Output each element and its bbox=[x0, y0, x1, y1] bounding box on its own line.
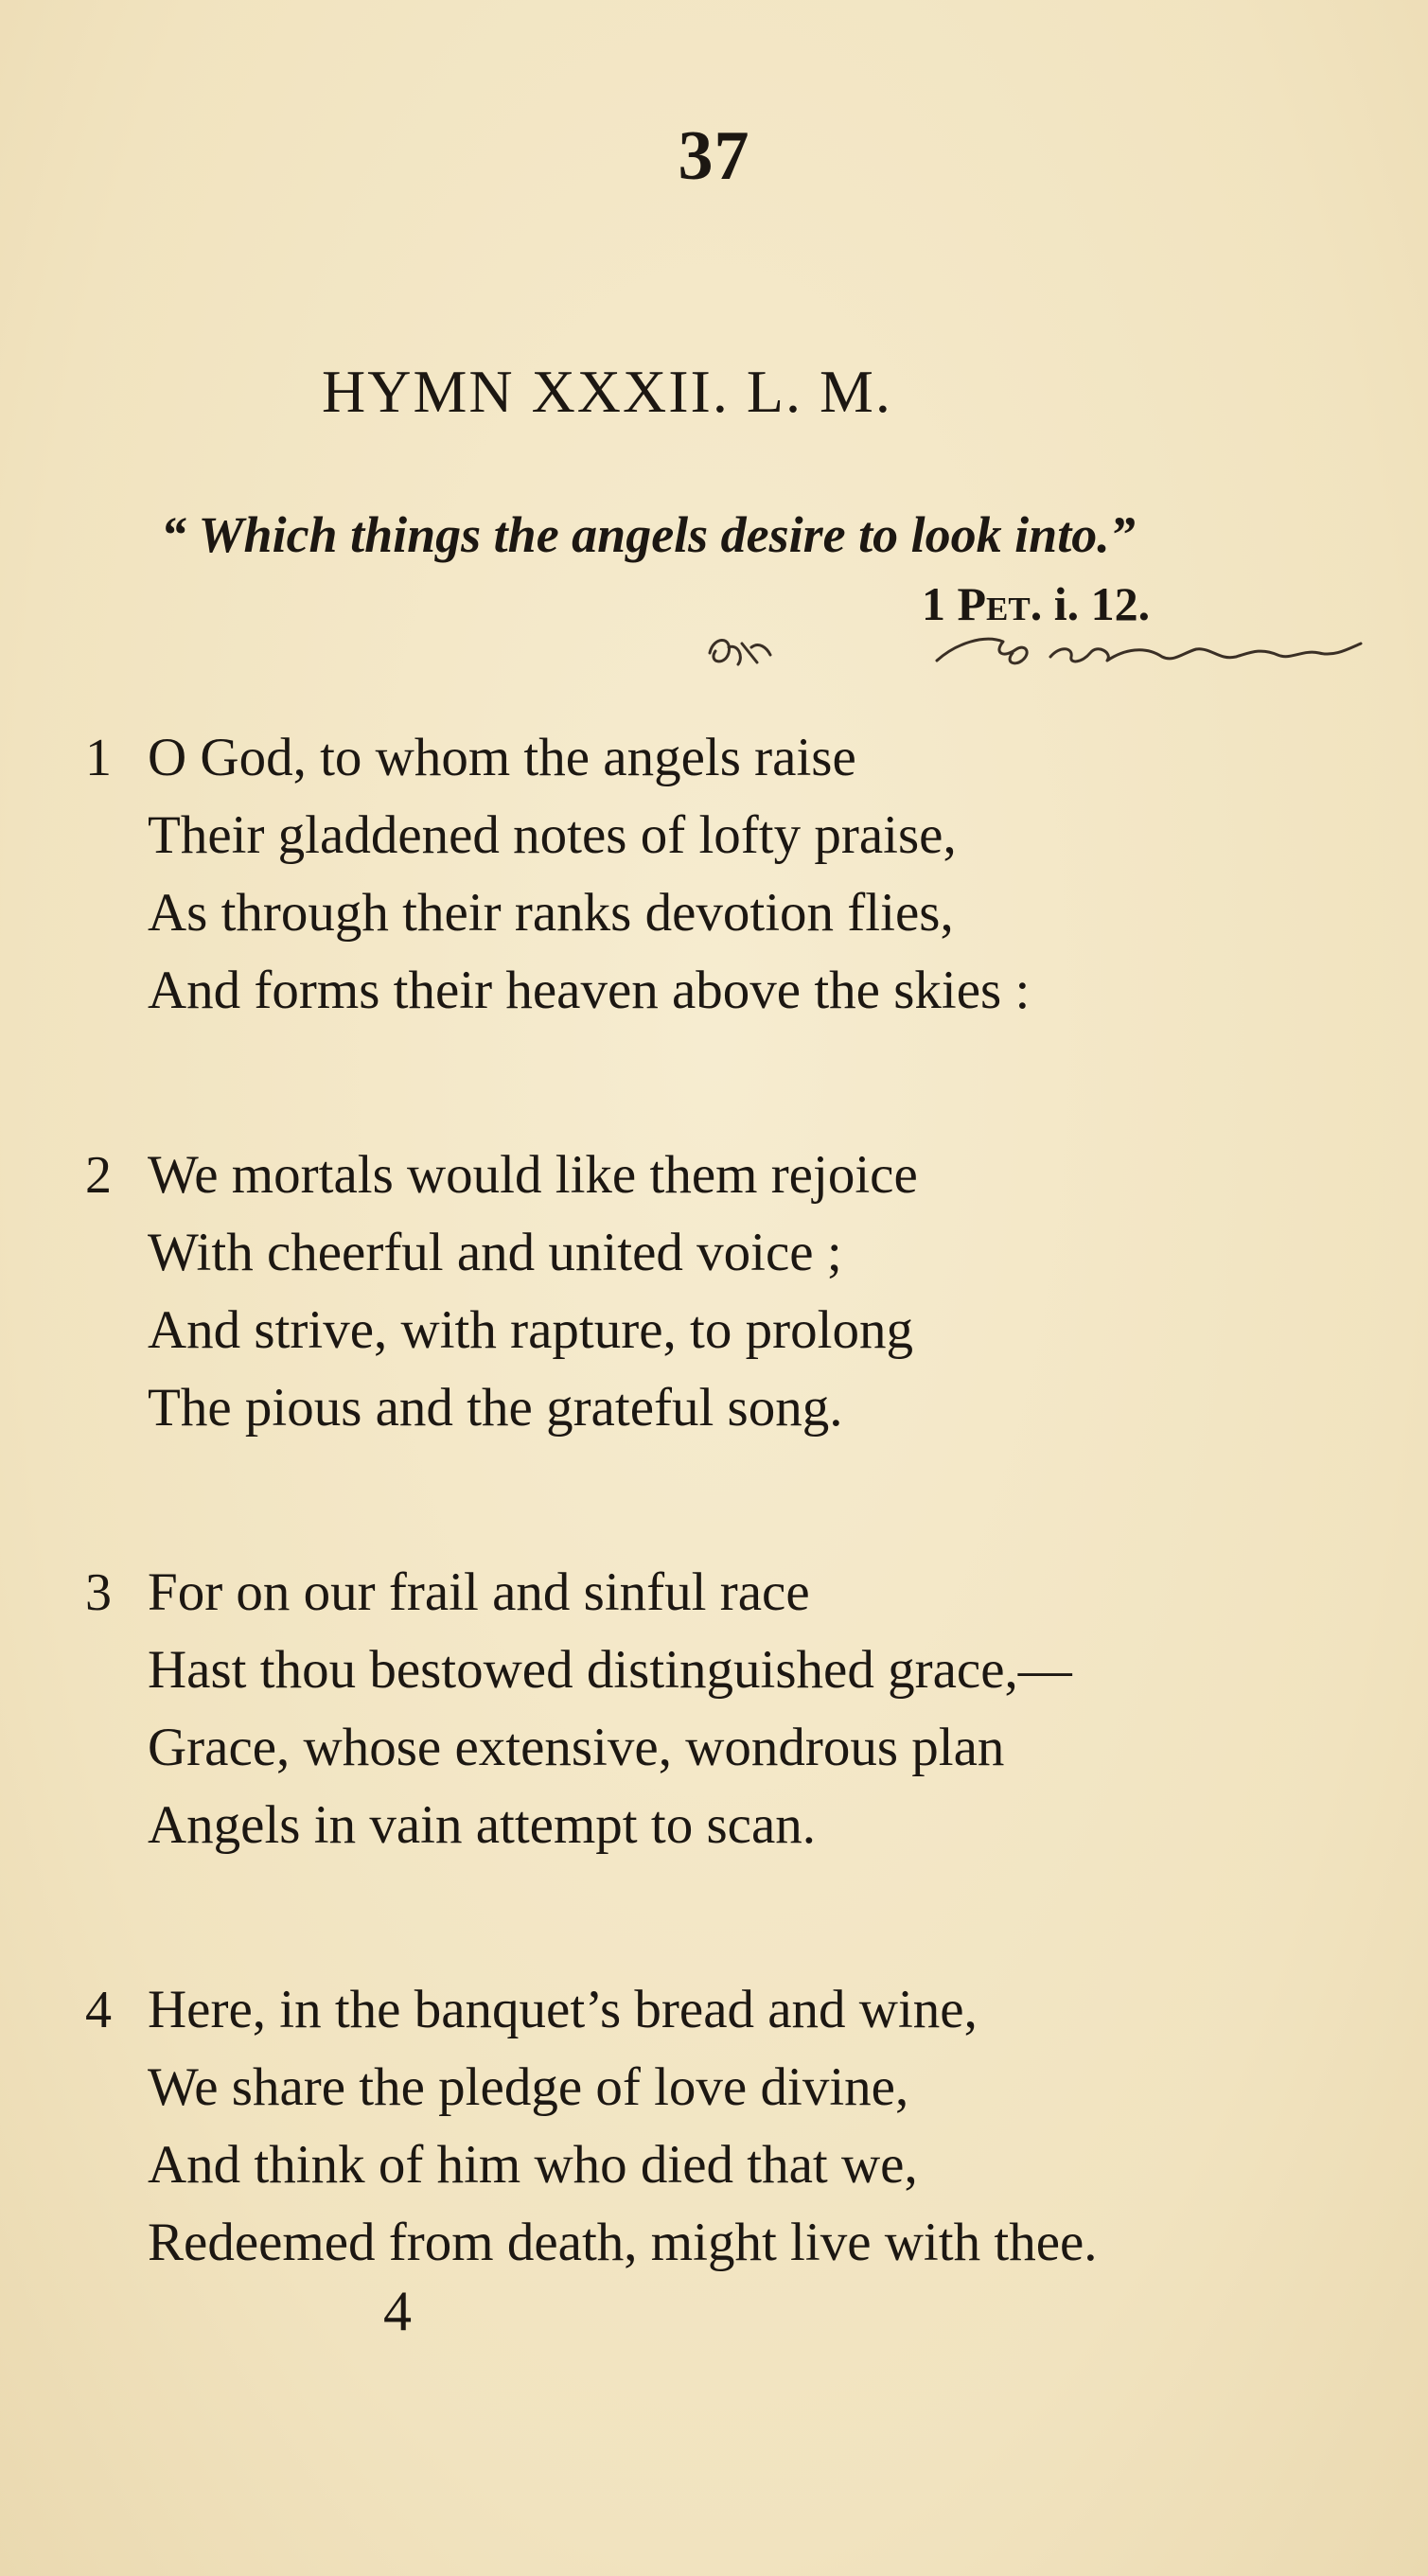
hymn-verses bbox=[85, 719, 1391, 2389]
verse-line: Grace, whose extensive, wondrous plan bbox=[148, 1718, 1005, 1777]
verse bbox=[85, 1137, 1391, 1447]
verse-line: Their gladdened notes of lofty praise, bbox=[148, 805, 957, 865]
citation-book: Pet. bbox=[957, 577, 1043, 630]
verse-line: And forms their heaven above the skies : bbox=[148, 961, 1031, 1020]
verse-line: Angels in vain attempt to scan. bbox=[148, 1795, 817, 1855]
verse-line: We share the pledge of love divine, bbox=[148, 2057, 909, 2117]
verse-line: Redeemed from death, might live with thee. bbox=[148, 2213, 1098, 2272]
citation-number: 1 bbox=[922, 577, 945, 630]
verse-number: 1 bbox=[85, 729, 112, 787]
verse-line: The pious and the grateful song. bbox=[148, 1378, 843, 1438]
epigraph: “ Which things the angels desire to look into.” bbox=[161, 506, 1136, 563]
page-number: 37 bbox=[678, 117, 750, 195]
handwritten-annotation bbox=[700, 615, 1401, 672]
verse-line: As through their ranks devotion flies, bbox=[148, 883, 954, 943]
verse-number: 2 bbox=[85, 1146, 112, 1205]
verse-line: Here, in the banquet’s bread and wine, bbox=[148, 1980, 978, 2039]
verse-number: 3 bbox=[85, 1563, 112, 1622]
verse-line: And think of him who died that we, bbox=[148, 2135, 918, 2195]
verse-line: With cheerful and united voice ; bbox=[148, 1223, 842, 1282]
verse-line: O God, to whom the angels raise bbox=[148, 728, 856, 787]
verse bbox=[85, 1554, 1391, 1864]
verse-line: We mortals would like them rejoice bbox=[148, 1145, 918, 1205]
verse-number: 4 bbox=[85, 1981, 112, 2039]
verse bbox=[85, 719, 1391, 1030]
verse-line: And strive, with rapture, to prolong bbox=[148, 1300, 913, 1360]
citation-chapter-verse: i. 12. bbox=[1053, 577, 1151, 630]
hymn-title: HYMN XXXII. L. M. bbox=[322, 358, 892, 425]
signature-mark: 4 bbox=[383, 2280, 412, 2342]
verse-line: Hast thou bestowed distinguished grace,— bbox=[148, 1640, 1072, 1700]
verse bbox=[85, 1971, 1391, 2282]
verse-line: For on our frail and sinful race bbox=[148, 1562, 810, 1622]
